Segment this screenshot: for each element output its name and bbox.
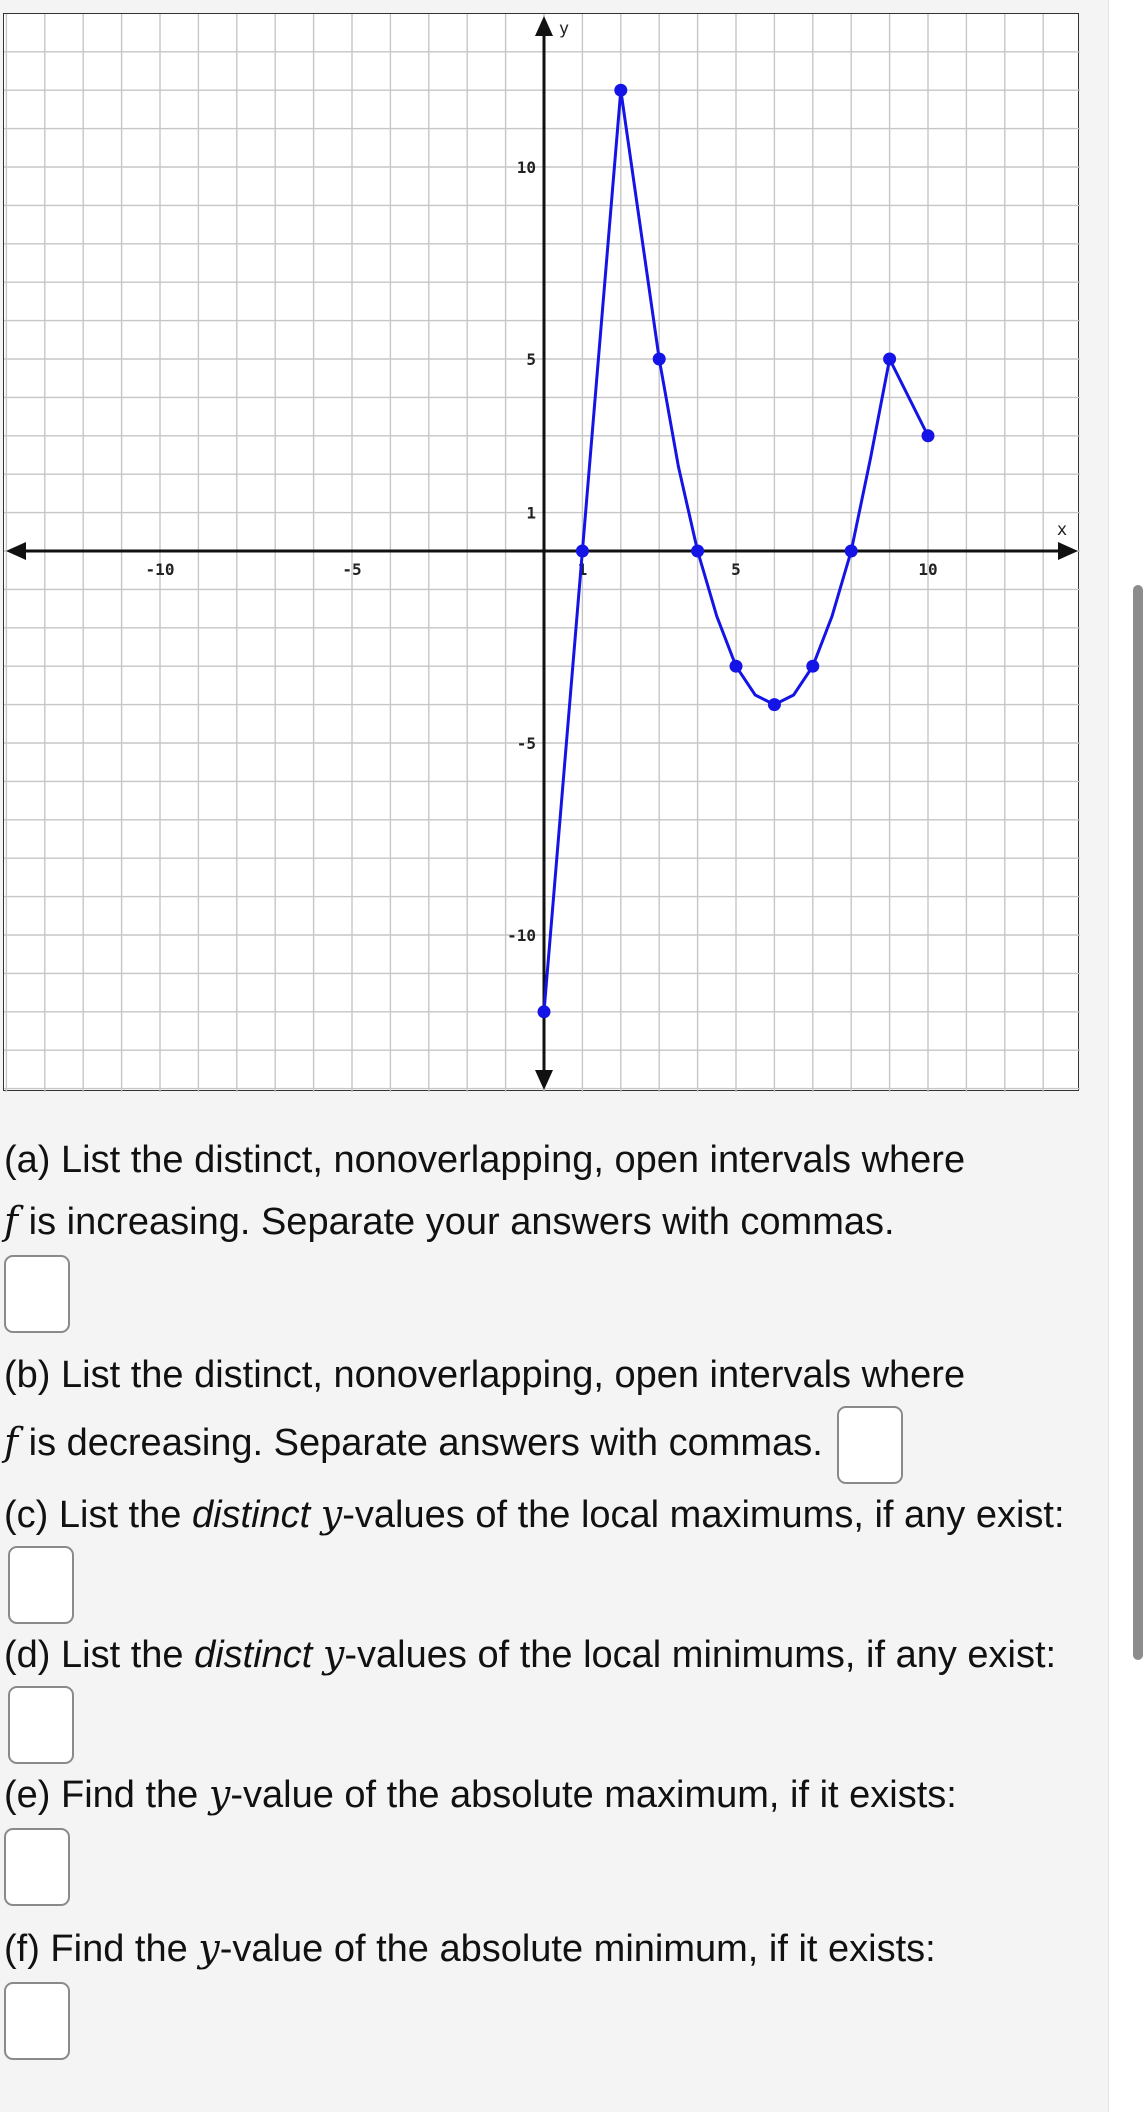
answer-box-c[interactable] [8, 1546, 74, 1624]
x-axis-right-arrow [1058, 542, 1078, 560]
x-tick-label: 10 [918, 560, 938, 579]
x-axis-left-arrow [6, 542, 26, 560]
question-c [4, 1484, 1084, 1624]
y-symbol: y [320, 1492, 343, 1536]
function-graph [3, 13, 1079, 1091]
y-axis-bottom-arrow [535, 1070, 553, 1090]
f-symbol: f [4, 1420, 19, 1465]
question-a [4, 1130, 1084, 1253]
curve-point [576, 545, 589, 558]
distinct-word: distinct [191, 1494, 311, 1536]
y-tick-label: -5 [516, 734, 536, 753]
curve-point [691, 545, 704, 558]
question-f [4, 1918, 1084, 1980]
x-axis-label: x [1056, 520, 1068, 540]
answer-box-f[interactable] [4, 1982, 70, 2060]
curve-point [614, 84, 627, 97]
curve-point [806, 660, 819, 673]
y-symbol: y [322, 1632, 345, 1676]
answer-box-a[interactable] [4, 1255, 70, 1333]
question-f-text-2: -value of the absolute minimum, if it exists: [219, 1928, 936, 1970]
question-list [4, 1130, 1084, 2072]
x-tick-label: 5 [731, 560, 741, 579]
x-tick-label: -10 [145, 560, 175, 579]
y-tick-label: 10 [516, 158, 536, 177]
curve-point [768, 698, 781, 711]
curve-point [730, 660, 743, 673]
question-d-text: (d) List the [4, 1634, 195, 1676]
answer-box-b[interactable] [837, 1406, 903, 1484]
y-symbol: y [198, 1926, 220, 1970]
y-tick-label: -10 [507, 926, 536, 945]
question-b-text-2: is decreasing. Separate answers with commas. [18, 1422, 823, 1465]
question-b [4, 1345, 1084, 1484]
question-d-text-2: -values of the local minimums, if any exist: [344, 1634, 1057, 1676]
y-tick-label: 1 [526, 503, 536, 523]
y-symbol: y [208, 1772, 231, 1816]
question-e-text: (e) Find the [4, 1774, 209, 1816]
x-tick-label: -5 [342, 560, 362, 579]
curve-point [845, 545, 858, 558]
question-a-text: (a) List the distinct, nonoverlapping, open intervals where [4, 1139, 966, 1181]
curve-point [653, 353, 666, 366]
question-c-text-2: -values of the local maximums, if any exist: [342, 1494, 1065, 1536]
answer-box-e[interactable] [4, 1828, 70, 1906]
question-f-text: (f) Find the [4, 1928, 199, 1970]
question-e [4, 1764, 1084, 1826]
curve-point [883, 353, 896, 366]
question-b-text: (b) List the distinct, nonoverlapping, open intervals where [4, 1354, 966, 1396]
question-c-text: (c) List the [4, 1494, 192, 1536]
question-a-text-2: is increasing. Separate your answers with commas. [18, 1201, 895, 1243]
y-axis-top-arrow [535, 16, 553, 36]
x-tick-label: 1 [577, 560, 588, 579]
question-d [4, 1624, 1084, 1764]
y-tick-label: 5 [526, 350, 536, 369]
f-symbol: f [4, 1199, 19, 1243]
distinct-word: distinct [194, 1634, 313, 1676]
y-axis-label: y [558, 19, 570, 39]
answer-box-d[interactable] [8, 1686, 74, 1764]
graph-canvas [4, 14, 1080, 1092]
question-e-text-2: -value of the absolute maximum, if it exists: [230, 1774, 957, 1816]
curve-point [922, 429, 935, 442]
scrollbar-thumb[interactable] [1133, 585, 1143, 1660]
curve-point [538, 1005, 551, 1018]
